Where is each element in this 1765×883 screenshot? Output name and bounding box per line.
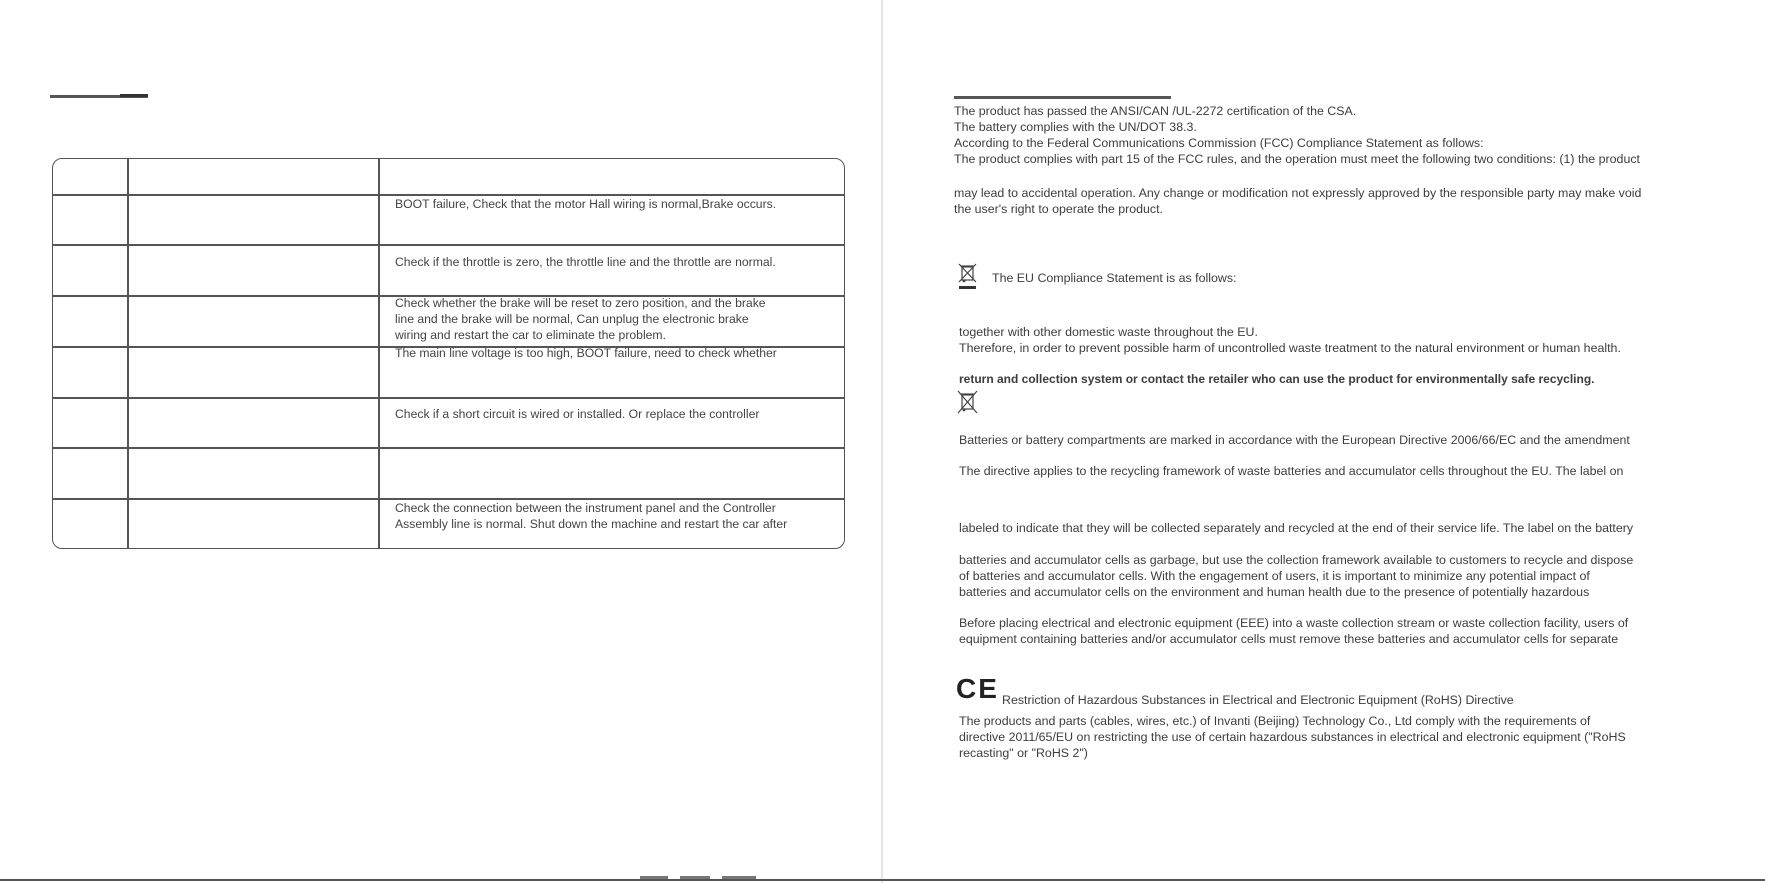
eu-compliance-title: The EU Compliance Statement is as follows:	[992, 271, 1237, 285]
battery-garbage: batteries and accumulator cells as garbage, but use the collection framework available to customers to recycle and dispose	[959, 553, 1634, 567]
eee-before: Before placing electrical and electronic equipment (EEE) into a waste collection stream or waste collection facility, users of	[959, 616, 1629, 630]
rohs-recast: recasting" or "RoHS 2")	[959, 746, 1088, 760]
table-cell-solution: Check if a short circuit is wired or installed. Or replace the controller	[395, 407, 760, 421]
table-row	[395, 406, 759, 422]
section-title-underline	[50, 95, 148, 98]
fcc-intro: According to the Federal Communications Commission (FCC) Compliance Statement as follows:	[954, 136, 1484, 150]
table-column-divider	[127, 159, 129, 548]
table-cell-solution: Check the connection between the instrument panel and the Controller	[395, 501, 776, 515]
battery-labeled: labeled to indicate that they will be collected separately and recycled at the end of their service life. The label on the battery	[959, 521, 1634, 535]
crossed-out-wheeled-bin-icon	[956, 262, 980, 290]
fcc-void: may lead to accidental operation. Any change or modification not expressly approved by the responsible party may make void	[954, 186, 1642, 200]
table-row	[395, 254, 776, 270]
fault-code-table	[52, 158, 845, 549]
table-cell-solution: wiring and restart the car to eliminate the problem.	[395, 328, 666, 342]
table-row	[395, 500, 787, 532]
rohs-title: Restriction of Hazardous Substances in Electrical and Electronic Equipment (RoHS) Directive	[1002, 693, 1514, 707]
table-cell-solution: BOOT failure, Check that the motor Hall wiring is normal,Brake occurs.	[395, 197, 777, 211]
table-row	[395, 295, 766, 343]
table-cell-solution: Assembly line is normal. Shut down the machine and restart the car after	[395, 517, 788, 531]
eu-together: together with other domestic waste throughout the EU.	[959, 325, 1258, 339]
table-cell-solution: line and the brake will be normal, Can unplug the electronic brake	[395, 312, 749, 326]
table-row-divider	[53, 244, 844, 246]
table-row-divider	[53, 397, 844, 399]
table-cell-solution: Check whether the brake will be reset to zero position, and the brake	[395, 296, 766, 310]
eee-equipment: equipment containing batteries and/or accumulator cells must remove these batteries and accumulator cells for separate	[959, 632, 1619, 646]
rohs-products: The products and parts (cables, wires, etc.) of Invanti (Beijing) Technology Co., Ltd comply with the requirements of	[959, 714, 1591, 728]
page-divider	[881, 0, 883, 883]
left-page	[0, 0, 880, 883]
fcc-right: the user's right to operate the product.	[954, 202, 1164, 216]
bottom-marker	[722, 876, 756, 879]
battery-statement: The battery complies with the UN/DOT 38.3.	[954, 120, 1197, 134]
battery-marked: Batteries or battery compartments are marked in accordance with the European Directive 2006/66/EC and the amendment	[959, 433, 1630, 447]
eu-return: return and collection system or contact the retailer who can use the product for environmentally safe recycling.	[959, 372, 1595, 386]
eu-therefore: Therefore, in order to prevent possible harm of uncontrolled waste treatment to the natural environment or human health.	[959, 341, 1621, 355]
table-cell-solution: Check if the throttle is zero, the throttle line and the throttle are normal.	[395, 255, 776, 269]
table-row	[395, 196, 776, 212]
battery-environment: batteries and accumulator cells on the environment and human health due to the presence of potentially hazardous	[959, 585, 1590, 599]
csa-statement: The product has passed the ANSI/CAN /UL-2272 certification of the CSA.	[954, 104, 1357, 118]
ce-mark-icon: CE	[956, 673, 999, 704]
battery-engagement: of batteries and accumulator cells. With the engagement of users, it is important to minimize any potential impact of	[959, 569, 1590, 583]
table-row	[395, 345, 777, 361]
bottom-rule	[0, 879, 1765, 881]
table-cell-solution: The main line voltage is too high, BOOT failure, need to check whether	[395, 346, 777, 360]
rohs-directive: directive 2011/65/EU on restricting the use of certain hazardous substances in electrical and electronic equipment ("RoHS	[959, 730, 1626, 744]
bottom-marker	[640, 876, 668, 879]
fcc-rules: The product complies with part 15 of the FCC rules, and the operation must meet the following two conditions: (1) the product	[954, 152, 1640, 166]
table-column-divider	[378, 159, 380, 548]
battery-directive: The directive applies to the recycling framework of waste batteries and accumulator cells throughout the EU. The label on	[959, 464, 1624, 478]
right-page	[884, 0, 1765, 883]
bottom-marker	[680, 876, 710, 879]
table-row-divider	[53, 447, 844, 449]
section-title-underline	[954, 96, 1171, 99]
crossed-out-wheeled-bin-icon	[956, 389, 980, 417]
